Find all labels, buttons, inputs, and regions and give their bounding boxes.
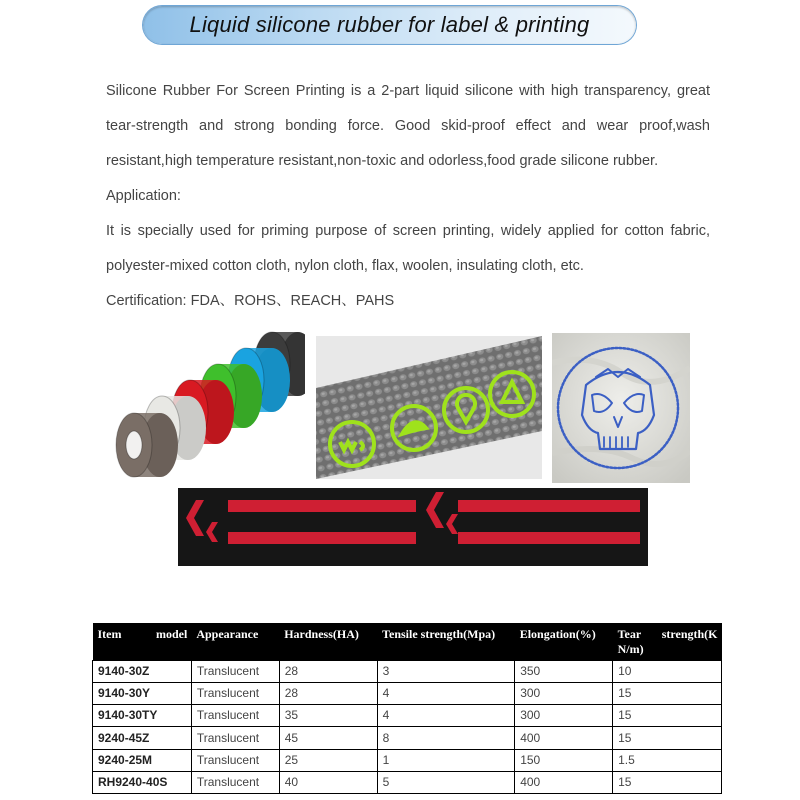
header-model-text: model	[156, 627, 188, 641]
cell-hardness: 45	[279, 727, 377, 749]
cell-model: 9240-45Z	[93, 727, 192, 749]
cell-model: 9140-30Z	[93, 660, 192, 682]
cell-tensile: 1	[377, 749, 515, 771]
red-stripe	[228, 532, 416, 544]
page-title: Liquid silicone rubber for label & printing	[189, 12, 590, 37]
tape-roll	[116, 413, 178, 477]
tape-rolls-image	[100, 330, 305, 480]
intro-line-3: resistant,high temperature resistant,non-toxic and odorless,food grade silicone rubber.	[106, 153, 659, 169]
cell-appearance: Translucent	[191, 749, 279, 771]
cell-appearance: Translucent	[191, 705, 279, 727]
red-stripe	[458, 500, 640, 512]
cell-tear: 1.5	[613, 749, 722, 771]
col-elongation: Elongation(%)	[515, 623, 613, 660]
table-row	[93, 771, 722, 793]
cell-tear: 15	[613, 771, 722, 793]
cell-elongation: 150	[515, 749, 613, 771]
cell-tensile: 5	[377, 771, 515, 793]
col-appearance: Appearance	[191, 623, 279, 660]
cell-appearance: Translucent	[191, 771, 279, 793]
cell-hardness: 40	[279, 771, 377, 793]
table-row	[93, 660, 722, 682]
intro-line-1: Silicone Rubber For Screen Printing is a 2-part liquid silicone with high transparency, great	[106, 83, 710, 99]
skull-print-image	[552, 333, 690, 483]
cell-tear: 10	[613, 660, 722, 682]
cell-model: 9140-30TY	[93, 705, 192, 727]
cell-tear: 15	[613, 705, 722, 727]
col-item-model	[93, 623, 192, 660]
cell-tensile: 3	[377, 660, 515, 682]
header-item-text: Item	[97, 627, 122, 641]
cell-hardness: 28	[279, 660, 377, 682]
application-line-2: polyester-mixed cotton cloth, nylon cloth, flax, woolen, insulating cloth, etc.	[106, 258, 584, 274]
cell-elongation: 300	[515, 682, 613, 704]
title-banner	[143, 6, 636, 44]
cell-tensile: 4	[377, 705, 515, 727]
red-stripe	[458, 532, 640, 544]
header-strength-text: strength(K	[661, 627, 718, 641]
cell-appearance: Translucent	[191, 727, 279, 749]
cell-elongation: 300	[515, 705, 613, 727]
cell-tensile: 8	[377, 727, 515, 749]
col-tear	[613, 623, 722, 660]
cell-elongation: 350	[515, 660, 613, 682]
cell-elongation: 400	[515, 771, 613, 793]
cell-elongation: 400	[515, 727, 613, 749]
header-tear-text: Tear	[617, 627, 642, 641]
header-unit-text: N/m)	[617, 642, 644, 656]
cell-appearance: Translucent	[191, 660, 279, 682]
table-row	[93, 727, 722, 749]
application-line-1: It is specially used for priming purpose of screen printing, widely applied for cotton fabric,	[106, 223, 710, 239]
cell-hardness: 35	[279, 705, 377, 727]
col-hardness: Hardness(HA)	[279, 623, 377, 660]
cell-tensile: 4	[377, 682, 515, 704]
tape-rolls-graphic	[100, 330, 305, 480]
fabric-print-graphic	[316, 336, 542, 479]
table-row	[93, 749, 722, 771]
cell-hardness: 25	[279, 749, 377, 771]
table-row	[93, 705, 722, 727]
table-header-row	[93, 623, 722, 660]
certification-line: Certification: FDA、ROHS、REACH、PAHS	[106, 293, 395, 309]
cell-model: RH9240-40S	[93, 771, 192, 793]
skull-print-graphic	[552, 333, 690, 483]
table-row	[93, 682, 722, 704]
strap-print-image	[178, 488, 648, 566]
cell-tear: 15	[613, 727, 722, 749]
cell-model: 9140-30Y	[93, 682, 192, 704]
cell-hardness: 28	[279, 682, 377, 704]
strap-print-graphic	[178, 488, 648, 566]
red-stripe	[228, 500, 416, 512]
cell-tear: 15	[613, 682, 722, 704]
spec-table	[92, 623, 722, 794]
intro-line-2: tear-strength and strong bonding force. Good skid-proof effect and wear proof,wash	[106, 118, 710, 134]
col-tensile: Tensile strength(Mpa)	[377, 623, 515, 660]
application-heading: Application:	[106, 188, 181, 204]
cell-appearance: Translucent	[191, 682, 279, 704]
cell-model: 9240-25M	[93, 749, 192, 771]
fabric-print-image	[316, 336, 542, 479]
